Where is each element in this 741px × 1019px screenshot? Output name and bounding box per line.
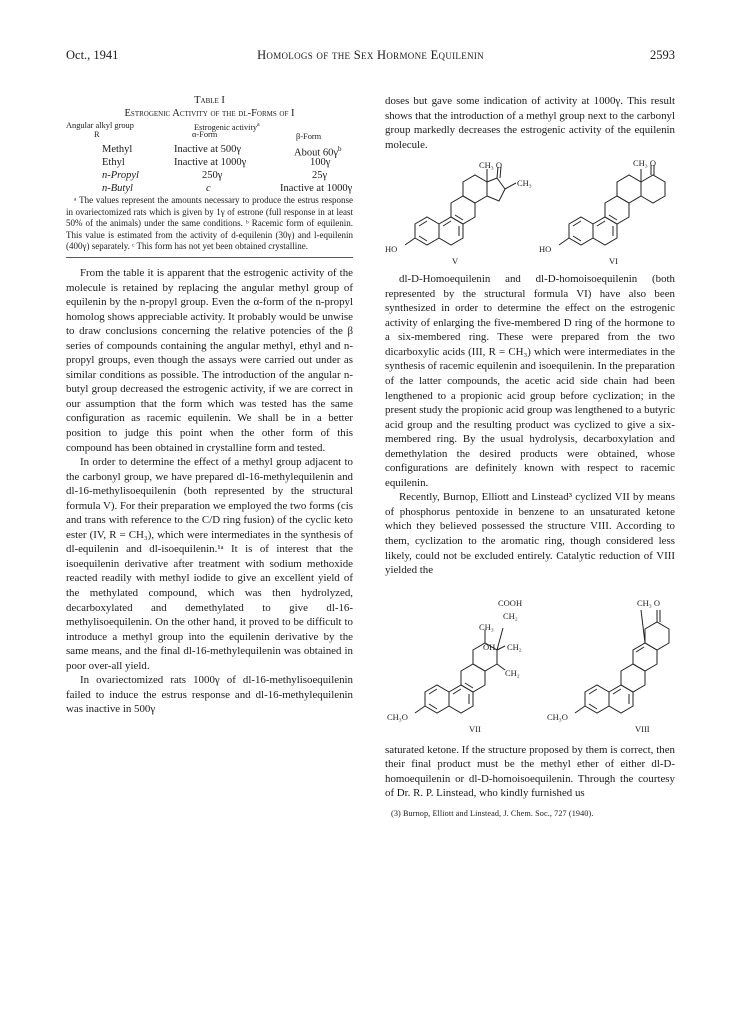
- v-ch3-label: CH₃: [517, 178, 532, 189]
- page-number: 2593: [650, 48, 675, 62]
- table-header: [66, 121, 353, 143]
- cell-alpha: Inactive at 1000γ: [174, 157, 247, 168]
- v-structure-label: V: [452, 256, 459, 267]
- header-title: Homologs of the Sex Hormone Equilenin: [257, 48, 484, 62]
- paragraph: saturated ketone. If the structure proposed by them is correct, then their final product must be the methyl ether of either dl-D-homoequilenin or dl-D-homoisoequilenin. Through the courtesy of Dr. R. P. Linstead, who kindly furnished us: [385, 743, 675, 800]
- cell-beta: About $60\gamma^b$: [294, 145, 342, 159]
- vii-ch2-label: CH₂: [507, 641, 522, 652]
- paragraph: In order to determine the effect of a methyl group adjacent to the carbonyl group, we have prepared dl-16-methylequilenin and dl-16-methylisoequilenin (both represented by the structural formula V). For their preparation we employed the two forms (cis and trans with reference to the C/D ring fusion) of the cyclic keto ester (IV, R = CH₃), which were intermediates in the synthesis of dl-equilenin and dl-isoequilenin.¹ᵃ It is of interest that the isoequilenin derivative after treatment with sodium methoxide reacted readily with methyl iodide to give an excellent yield of the methylated compound, which was then hydrolyzed, decarboxylated and demethylated to give dl-16-methylisoequilenin. On the other hand, it proved to be difficult to introduce a methyl group into the equilenin derivative by the same means, and the final dl-16-methylequilenin was obtained in poor over-all yield.: [66, 456, 353, 672]
- cell-alpha: 250γ: [202, 170, 223, 181]
- table-footnote-text: ᵃ The values represent the amounts necessary to produce the estrus response in ovariectomized rats which is given by 1γ of estrone (full response in at least 50% of the animals) under the same conditions. ᵇ Racemic form of equilenin. This value is estimated from the activity of d-equilenin (30γ) and l-equilenin (400γ) separately. ᶜ This form has not yet been obtained crystalline.: [66, 195, 353, 252]
- vii-ch3o-label: CH₃O: [387, 711, 408, 722]
- cell-r: n-Butyl: [102, 183, 133, 194]
- table-footnotes: [66, 195, 353, 253]
- structure-drawing-vii-viii: [385, 582, 675, 737]
- structures-v-vi: [385, 156, 675, 268]
- right-column: [385, 94, 675, 819]
- col-group-label: Angular alkyl group: [66, 121, 134, 130]
- structures-vii-viii: [385, 582, 675, 737]
- cell-beta: Inactive at 1000γ: [280, 183, 353, 194]
- v-ho-label: HO: [385, 244, 398, 255]
- vii-ch2-label: CH₂: [503, 610, 518, 621]
- paragraph: Recently, Burnop, Elliott and Linstead³ cyclized VII by means of phosphorus pentoxide in benzene to an unsaturated ketone which they believed possessed the structure VIII. According to them, cyclization to the aromatic ring, though considered less likely, could not be excluded entirely. Catalytic reduction of VIII yielded the: [385, 491, 675, 577]
- cell-beta: 25γ: [312, 170, 328, 181]
- vi-ch3o-label: CH₃ O: [633, 158, 657, 169]
- table-caption: Table I: [194, 95, 225, 106]
- cell-r: Ethyl: [102, 157, 125, 168]
- paragraph: dl-D-Homoequilenin and dl-D-homoisoequilenin (both represented by the structural formula VI) have also been synthesized in order to determine the effect on the estrogenic activity of enlarging the five-membered D ring of the hormone to a six-membered ring. These were prepared from the two dicarboxylic acids (III, R = CH₃) which were intermediates in the synthesis of racemic equilenin and isoequilenin. In the preparation of the latter compounds, the acetic acid side chain had been lengthened to a propionic acid group before cyclization; in the present study the propionic acid group was lengthened to a butyric acid group and the resulting product was cyclized to give a six-membered ring. By the usual hydrolysis, decarboxylation and demethylation the desired products were obtained, whose configurations are definitely known with respect to racemic equilenin.: [385, 273, 675, 489]
- paragraph: doses but gave some indication of activity at 1000γ. This result shows that the introduction of a methyl group next to the carbonyl group markedly decreases the estrogenic activity of the equilenin molecule.: [385, 95, 675, 151]
- cell-r: n-Propyl: [102, 170, 139, 181]
- vii-ch3-label: CH₃: [479, 621, 494, 632]
- cell-alpha: Inactive at 500γ: [174, 144, 242, 155]
- left-column: [66, 94, 353, 717]
- col-r-label: R: [94, 130, 100, 139]
- viii-structure-label: VIII: [635, 723, 650, 734]
- cell-alpha: c: [206, 183, 211, 194]
- table-row: [66, 156, 353, 169]
- footnote: (3) Burnop, Elliott and Linstead, J. Chem. Soc., 727 (1940).: [391, 808, 594, 818]
- col-activity-label: Estrogenic activity$^a$: [194, 122, 260, 132]
- header-date: Oct., 1941: [66, 48, 119, 62]
- vii-cooh-label: COOH: [498, 597, 523, 608]
- table-row: [66, 169, 353, 182]
- table-title: Estrogenic Activity of the dl-Forms of I: [124, 108, 295, 119]
- structure-drawing-v-vi: [385, 156, 675, 268]
- table-separator: [66, 257, 353, 258]
- vii-ch2-label: CH₂: [505, 667, 520, 678]
- col-alpha-label: α-Form: [192, 130, 218, 139]
- vii-structure-label: VII: [469, 723, 481, 734]
- viii-ch3o-label: CH₃O: [547, 711, 568, 722]
- cell-r: Methyl: [102, 144, 133, 155]
- table-row: [66, 182, 353, 195]
- v-ch3o-label: CH₃ O: [479, 160, 503, 171]
- col-beta-label: β-Form: [296, 132, 322, 141]
- table-body: [66, 143, 353, 195]
- vi-ho-label: HO: [539, 244, 552, 255]
- running-header: [66, 48, 675, 68]
- paragraph: From the table it is apparent that the estrogenic activity of the molecule is retained by replacing the angular methyl group of equilenin by the n-propyl group. Even the α-form of the n-propyl homolog shows appreciable activity. It probably would be unwise to draw conclusions concerning the relative potencies of the β series of compounds containing the angular methyl, ethyl and n-propyl groups, even though the assays were carried out under as similar conditions as possible. The introduction of the angular n-butyl group decreased the estrogenic activity, if we are correct in our assumption that the form which was tested has the same configuration as racemic equilenin. We shall be in a better position to judge this point when the other form of this compound has been obtained in crystalline form and tested.: [66, 266, 353, 454]
- cell-beta: 100γ: [310, 157, 331, 168]
- viii-ch3o-top-label: CH₃ O: [637, 597, 661, 608]
- vii-oh-label: OH: [483, 641, 496, 652]
- paragraph: In ovariectomized rats 1000γ of dl-16-methylisoequilenin failed to induce the estrus response and dl-16-methylequilenin was inactive in 500γ: [66, 674, 353, 716]
- table-row: [66, 143, 353, 159]
- vi-structure-label: VI: [609, 256, 618, 267]
